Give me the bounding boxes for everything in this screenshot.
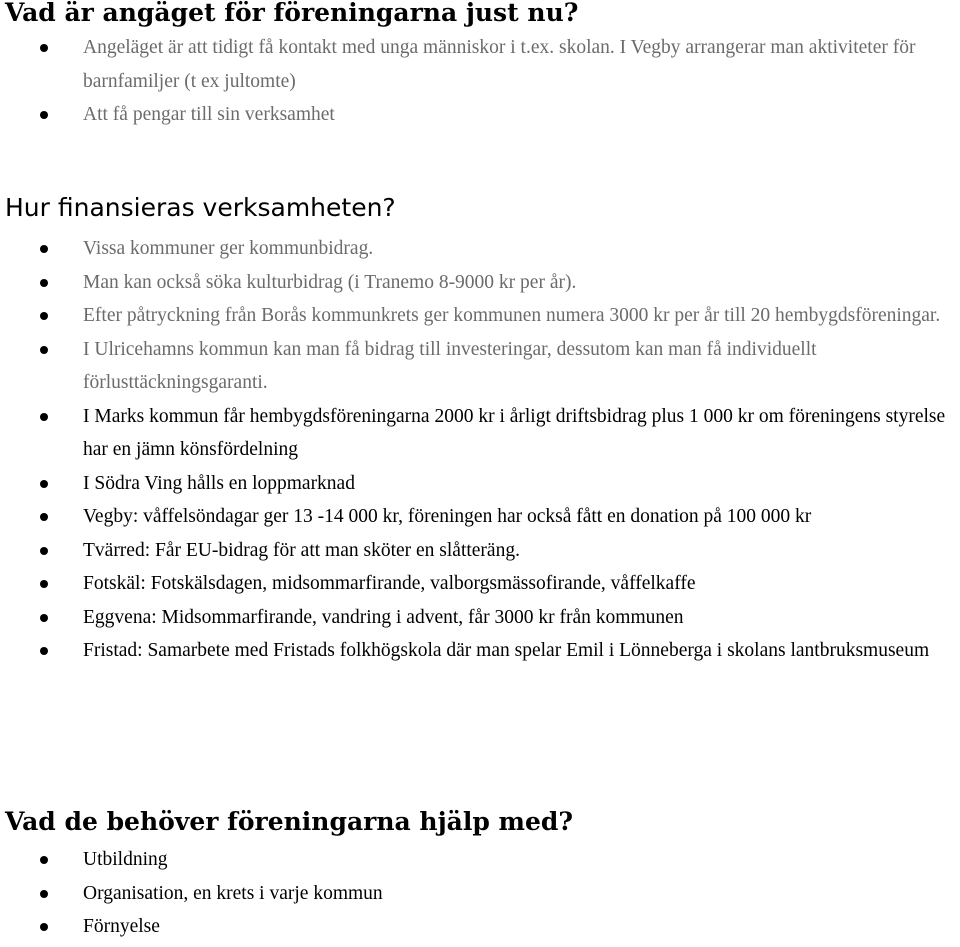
- list-item-text: Man kan också söka kulturbidrag (i Tranemo 8-9000 kr per år).: [83, 271, 577, 293]
- heading-help-needed: Vad de behöver föreningarna hjälp med?: [5, 807, 573, 836]
- bullet-icon: [40, 547, 48, 555]
- list-item-text: Fristad: Samarbete med Fristads folkhögskola där man spelar Emil i Lönneberga i skolans lantbruksmuseum: [83, 640, 930, 661]
- list-item: [0, 266, 960, 300]
- heading-current-concerns: Vad är angäget för föreningarna just nu?: [5, 0, 579, 27]
- list-help-needed: [0, 843, 960, 944]
- bullet-icon: [40, 111, 48, 119]
- list-item: [0, 601, 960, 635]
- bullet-icon: [40, 346, 48, 354]
- list-item: [0, 877, 960, 911]
- list-item-text: Vegby: våffelsöndagar ger 13 -14 000 kr, föreningen har också fått en donation på 100 000 kr: [83, 506, 812, 527]
- bullet-icon: [40, 890, 48, 898]
- list-item: [0, 98, 960, 132]
- bullet-icon: [40, 279, 48, 287]
- bullet-icon: [40, 480, 48, 488]
- list-item-text: Efter påtryckning från Borås kommunkrets ger kommunen numera 3000 kr per år till 20 hembygdsföreningar.: [83, 305, 941, 326]
- list-item: [0, 467, 960, 501]
- list-financing: [0, 232, 960, 668]
- list-item-text: Angeläget är att tidigt få kontakt med unga människor i t.ex. skolan. I Vegby arrangerar man aktiviteter för barnfamiljer (t ex jultomte): [83, 37, 916, 92]
- bullet-icon: [40, 856, 48, 864]
- bullet-icon: [40, 44, 48, 52]
- list-item: [0, 500, 960, 534]
- list-item-text: Organisation, en krets i varje kommun: [83, 882, 383, 904]
- list-item-text: Utbildning: [83, 849, 168, 870]
- list-item: [0, 333, 960, 400]
- list-item: [0, 299, 960, 333]
- list-item: [0, 400, 960, 467]
- list-item: [0, 31, 960, 98]
- bullet-icon: [40, 312, 48, 320]
- list-item-text: I Ulricehamns kommun kan man få bidrag till investeringar, dessutom kan man få individuellt förlusttäckningsgaranti.: [83, 338, 817, 393]
- list-item-text: Fotskäl: Fotskälsdagen, midsommarfirande, valborgsmässofirande, våffelkaffe: [83, 573, 696, 594]
- list-item-text: Förnyelse: [83, 916, 160, 937]
- list-item: [0, 567, 960, 601]
- list-item-text: Tvärred: Får EU-bidrag för att man sköter en slåtteräng.: [83, 539, 520, 561]
- list-current-concerns: [0, 31, 960, 132]
- list-item-text: I Marks kommun får hembygdsföreningarna 2000 kr i årligt driftsbidrag plus 1 000 kr om föreningens styrelse har en jämn könsfördelning: [83, 405, 946, 460]
- bullet-icon: [40, 647, 48, 655]
- list-item: [0, 634, 960, 668]
- bullet-icon: [40, 923, 48, 931]
- list-item-text: Att få pengar till sin verksamhet: [83, 104, 335, 125]
- bullet-icon: [40, 614, 48, 622]
- bullet-icon: [40, 513, 48, 521]
- bullet-icon: [40, 580, 48, 588]
- list-item-text: I Södra Ving hålls en loppmarknad: [83, 472, 355, 494]
- list-item-text: Vissa kommuner ger kommunbidrag.: [83, 238, 374, 259]
- bullet-icon: [40, 413, 48, 421]
- list-item: [0, 843, 960, 877]
- list-item: [0, 534, 960, 568]
- list-item: [0, 910, 960, 944]
- list-item-text: Eggvena: Midsommarfirande, vandring i advent, får 3000 kr från kommunen: [83, 606, 684, 628]
- list-item: [0, 232, 960, 266]
- heading-financing: Hur finansieras verksamheten?: [5, 193, 396, 222]
- bullet-icon: [40, 245, 48, 253]
